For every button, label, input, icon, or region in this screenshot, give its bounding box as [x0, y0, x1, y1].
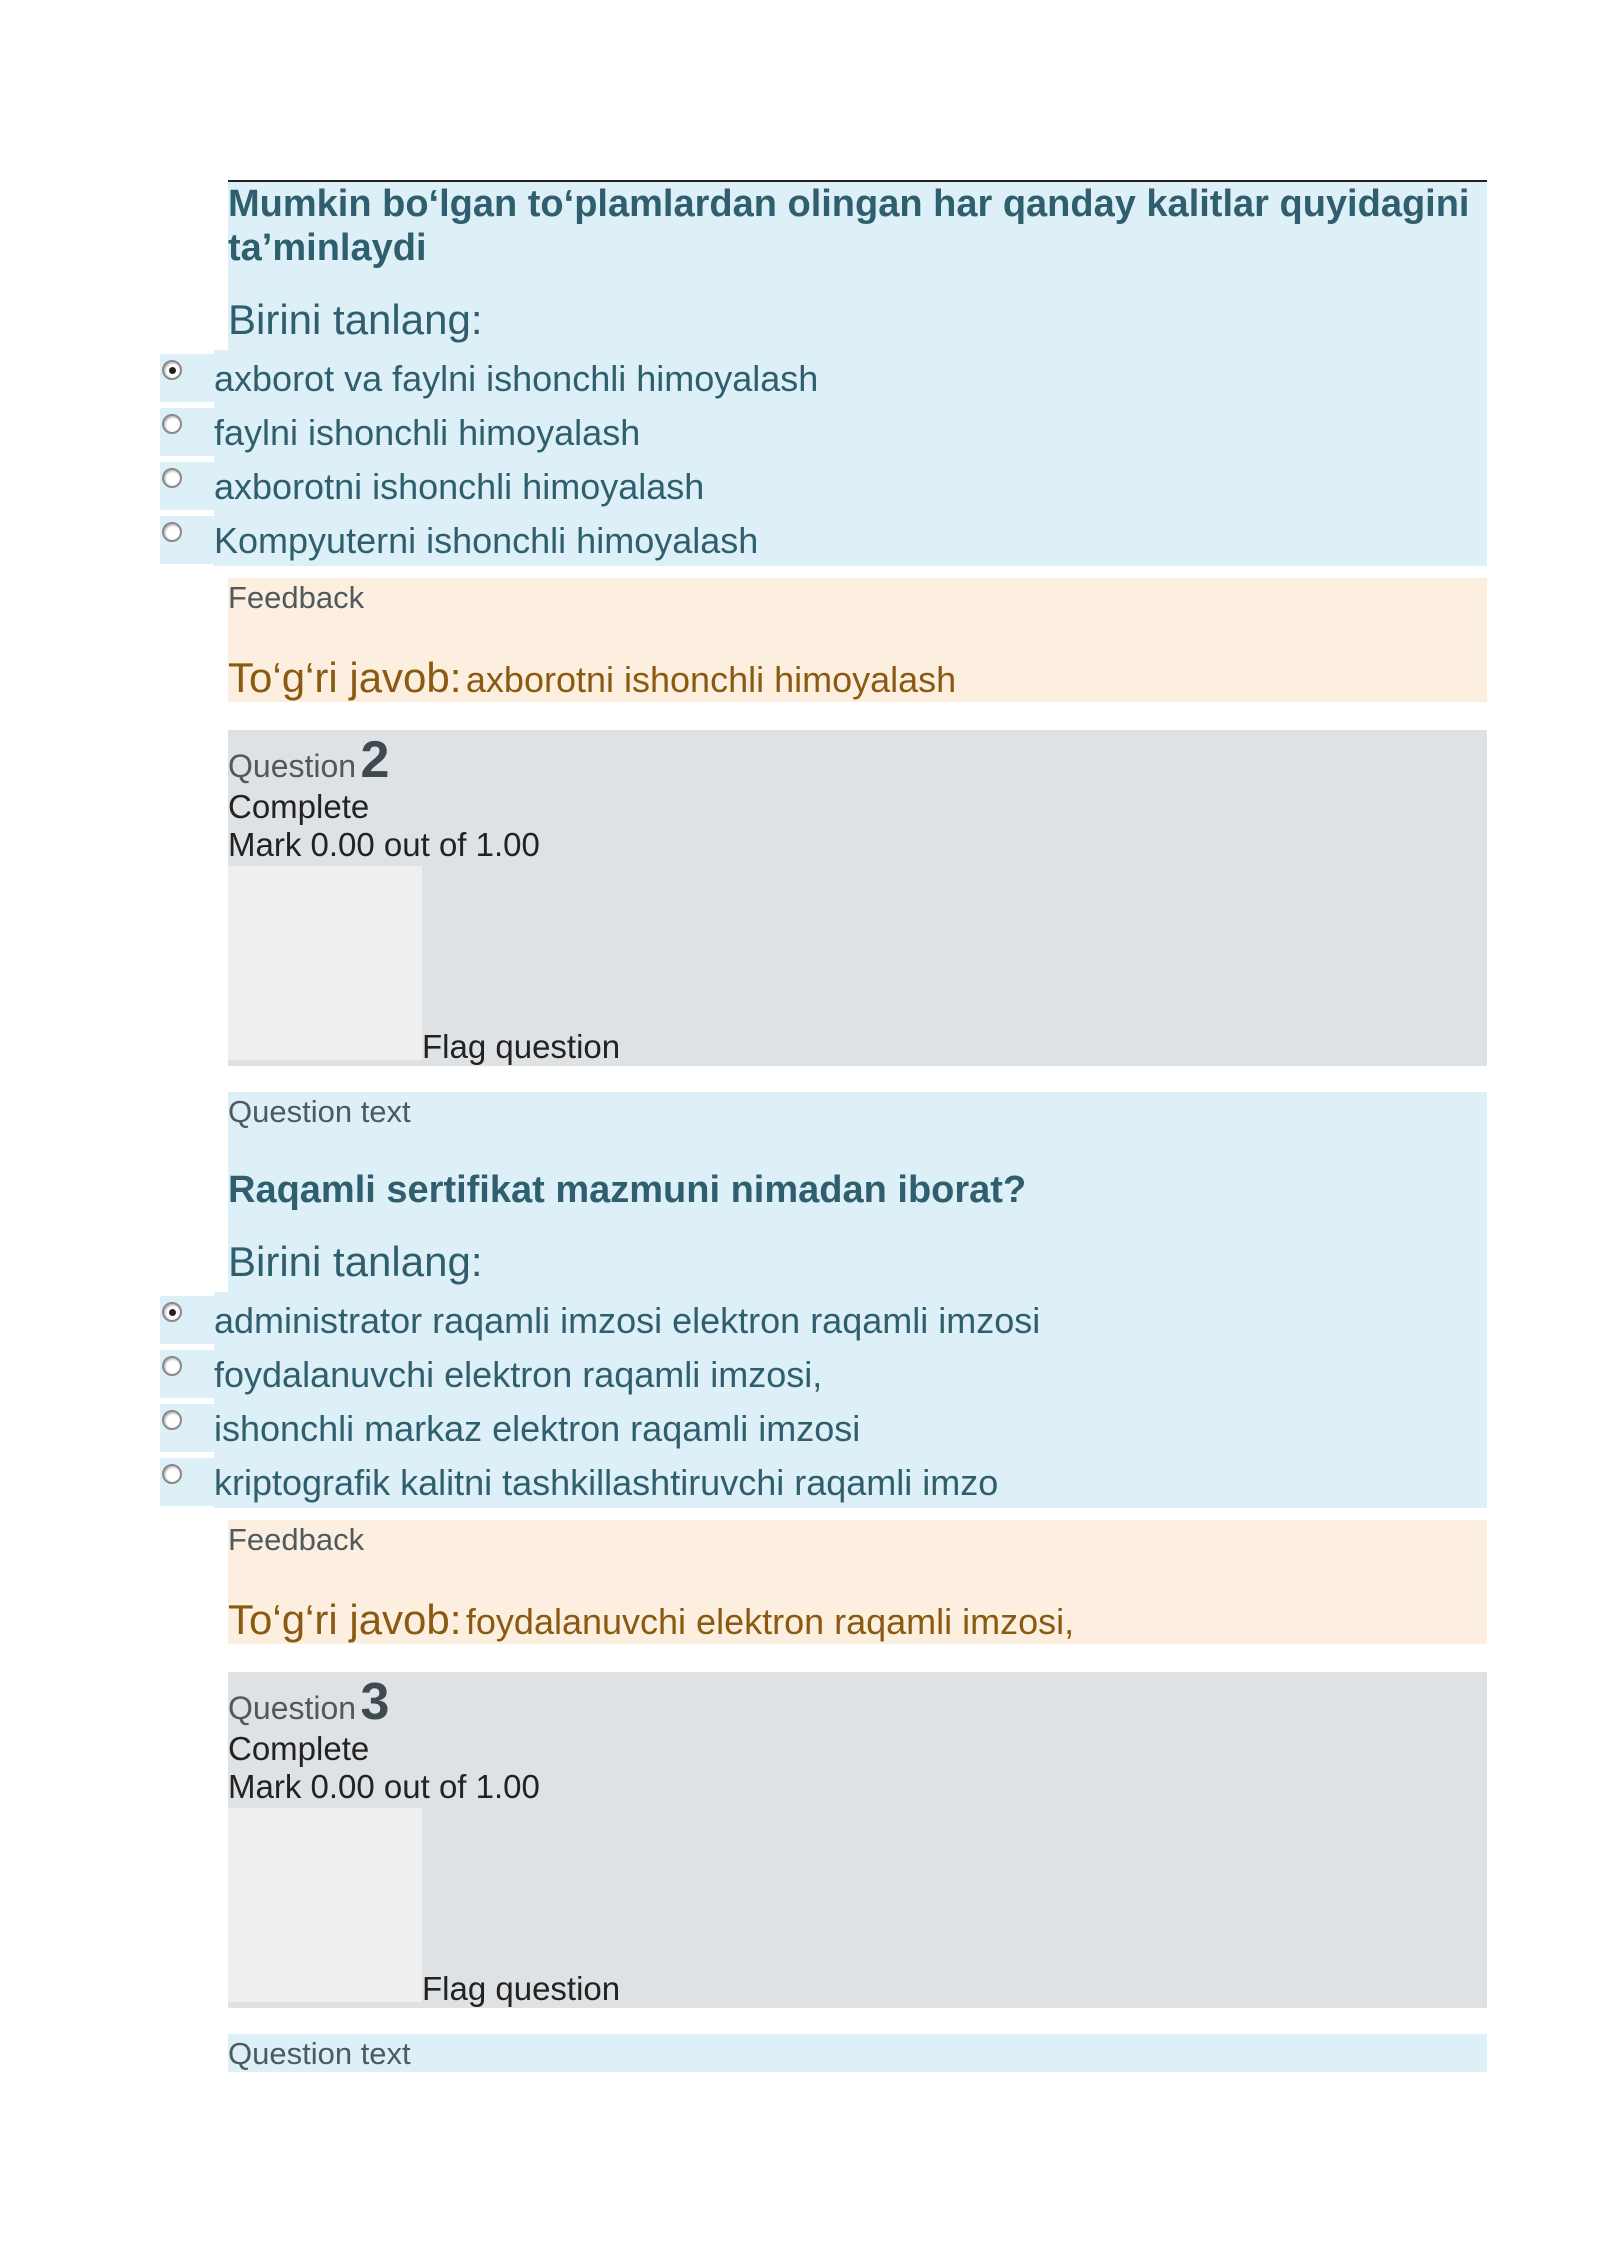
correct-answer-prefix: To‘g‘ri javob: — [228, 654, 462, 701]
question-number: 2 — [360, 731, 390, 789]
q2-question-text: Raqamli sertifikat mazmuni nimadan iborat? — [228, 1169, 1027, 1211]
radio-icon[interactable] — [162, 468, 182, 488]
q3-flag-question-link[interactable]: Flag question — [422, 1970, 621, 2007]
q3-header — [228, 1672, 389, 1732]
q2-question-text-label: Question text — [228, 1094, 411, 1129]
q2-header — [228, 730, 389, 790]
q2-prompt: Birini tanlang: — [228, 1238, 483, 1285]
q2-answer-label: administrator raqamli imzosi elektron raqamli imzosi — [214, 1300, 1041, 1341]
radio-icon[interactable] — [162, 1464, 182, 1484]
q2-flag-question-link[interactable]: Flag question — [422, 1028, 621, 1065]
q1-feedback-title: Feedback — [228, 580, 365, 615]
q2-answer-label: ishonchli markaz elektron raqamli imzosi — [214, 1408, 861, 1449]
q3-content-panel — [228, 2034, 1487, 2072]
radio-selected-icon[interactable] — [162, 360, 182, 380]
q1-answer-label: Kompyuterni ishonchli himoyalash — [214, 520, 759, 561]
q3-mark: Mark 0.00 out of 1.00 — [228, 1768, 540, 1805]
radio-icon[interactable] — [162, 1356, 182, 1376]
q3-state: Complete — [228, 1730, 370, 1767]
question-number: 3 — [360, 1673, 390, 1731]
q1-answer-label: faylni ishonchli himoyalash — [214, 412, 641, 453]
q1-answer-label: axborotni ishonchli himoyalash — [214, 466, 705, 507]
question-label: Question — [228, 748, 357, 784]
flag-icon[interactable] — [228, 866, 422, 1060]
q2-feedback-title: Feedback — [228, 1522, 365, 1557]
radio-icon[interactable] — [162, 414, 182, 434]
q2-correct-answer — [228, 1596, 1074, 1644]
q2-mark: Mark 0.00 out of 1.00 — [228, 826, 540, 863]
radio-selected-icon[interactable] — [162, 1302, 182, 1322]
q1-answer-label: axborot va faylni ishonchli himoyalash — [214, 358, 819, 399]
q2-answer-label: foydalanuvchi elektron raqamli imzosi, — [214, 1354, 823, 1395]
correct-answer-value: axborotni ishonchli himoyalash — [465, 659, 957, 700]
correct-answer-value: foydalanuvchi elektron raqamli imzosi, — [465, 1601, 1075, 1642]
q2-answer-label: kriptografik kalitni tashkillashtiruvchi raqamli imzo — [214, 1462, 999, 1503]
q1-question-text: Mumkin bo‘lgan to‘plamlardan olingan har qanday kalitlar quyidagini ta’minlaydi — [228, 183, 1470, 269]
q1-prompt: Birini tanlang: — [228, 296, 483, 343]
question-label: Question — [228, 1690, 357, 1726]
radio-icon[interactable] — [162, 1410, 182, 1430]
q1-correct-answer — [228, 654, 956, 702]
q3-question-text-label: Question text — [228, 2036, 411, 2071]
flag-icon[interactable] — [228, 1808, 422, 2002]
radio-icon[interactable] — [162, 522, 182, 542]
q2-state: Complete — [228, 788, 370, 825]
correct-answer-prefix: To‘g‘ri javob: — [228, 1596, 462, 1643]
